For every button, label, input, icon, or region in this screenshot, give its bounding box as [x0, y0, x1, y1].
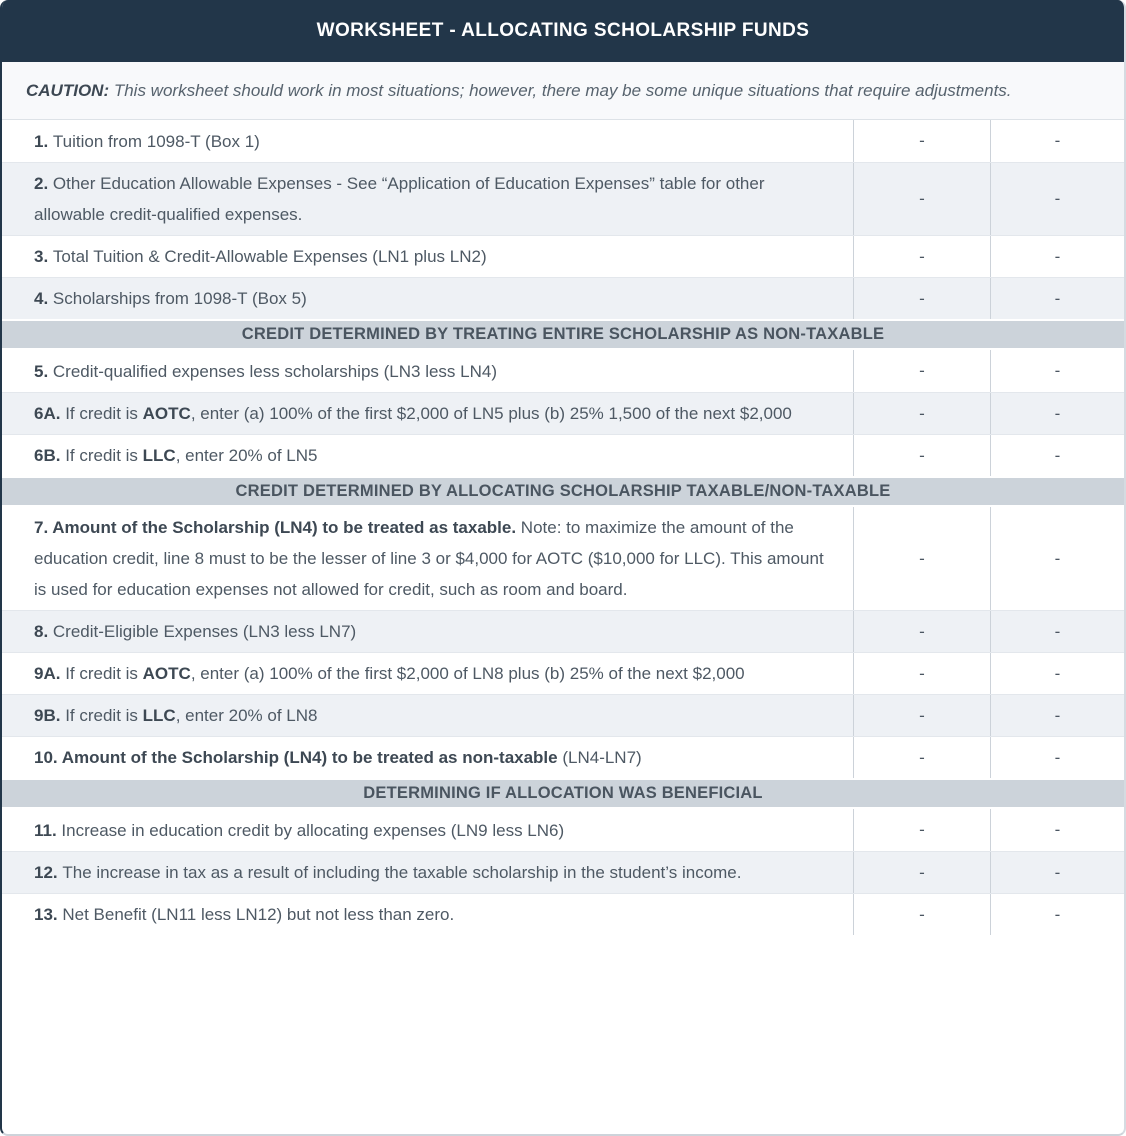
row-description [2, 435, 853, 476]
row-description [2, 894, 853, 935]
table-row [2, 652, 1124, 694]
worksheet-table [2, 120, 1124, 935]
table-row [2, 694, 1124, 736]
table-row [2, 736, 1124, 778]
row-number: 2. [34, 174, 53, 193]
row-description [2, 120, 853, 162]
value-cell-1: - [853, 163, 990, 235]
row-text-segment: , enter 20% of LN5 [175, 446, 318, 465]
row-number: 9A. [34, 664, 66, 683]
row-text-segment: AOTC [142, 664, 191, 683]
row-text-segment: LLC [142, 706, 176, 725]
row-number: 8. [34, 622, 53, 641]
value-cell-1: - [853, 894, 990, 935]
value-cell-2: - [990, 163, 1124, 235]
table-row [2, 350, 1124, 392]
value-cell-2: - [990, 737, 1124, 778]
row-number: 11. [34, 820, 62, 840]
table-row [2, 809, 1124, 851]
row-text-segment: Credit-qualified expenses less scholarships (LN3 less LN4) [52, 361, 497, 381]
table-row [2, 235, 1124, 277]
row-text-segment: Increase in education credit by allocating expenses (LN9 less LN6) [61, 820, 565, 840]
row-number: 5. [34, 361, 53, 381]
row-text-segment: If credit is [65, 404, 143, 423]
value-cell-2: - [990, 653, 1124, 694]
row-description [2, 737, 853, 778]
page-title: WORKSHEET - ALLOCATING SCHOLARSHIP FUNDS [316, 20, 810, 41]
table-row [2, 851, 1124, 893]
row-text-segment: (LN4-LN7) [557, 748, 642, 767]
value-cell-1: - [853, 278, 990, 319]
table-row [2, 610, 1124, 652]
row-text-segment: Other Education Allowable Expenses - See “Application of Education Expenses” table for other allowable credit-qualified expenses. [34, 174, 765, 224]
value-cell-2: - [990, 852, 1124, 893]
value-cell-2: - [990, 350, 1124, 392]
value-cell-2: - [990, 236, 1124, 277]
value-cell-2: - [990, 695, 1124, 736]
row-description [2, 695, 853, 736]
value-cell-1: - [853, 120, 990, 162]
row-text-segment: LLC [142, 446, 176, 465]
row-number: 6B. [34, 446, 66, 465]
table-row [2, 507, 1124, 610]
value-cell-1: - [853, 695, 990, 736]
value-cell-2: - [990, 611, 1124, 652]
section-header-label: CREDIT DETERMINED BY ALLOCATING SCHOLARSHIP TAXABLE/NON-TAXABLE [235, 482, 891, 500]
section-header-label: CREDIT DETERMINED BY TREATING ENTIRE SCHOLARSHIP AS NON-TAXABLE [241, 325, 885, 343]
row-text-segment: Tuition from 1098-T (Box 1) [52, 131, 260, 151]
row-number: 12. [34, 863, 63, 882]
row-number: 9B. [34, 706, 66, 725]
row-text-segment: Total Tuition & Credit-Allowable Expenses (LN1 plus LN2) [52, 247, 487, 266]
value-cell-1: - [853, 737, 990, 778]
value-cell-1: - [853, 236, 990, 277]
value-cell-1: - [853, 611, 990, 652]
value-cell-1: - [853, 809, 990, 851]
row-description [2, 163, 853, 235]
row-text-segment: Scholarships from 1098-T (Box 5) [52, 289, 307, 308]
value-cell-1: - [853, 350, 990, 392]
value-cell-2: - [990, 507, 1124, 610]
row-description [2, 653, 853, 694]
value-cell-1: - [853, 393, 990, 434]
row-description [2, 350, 853, 392]
row-text-segment: If credit is [65, 706, 143, 725]
value-cell-2: - [990, 393, 1124, 434]
row-text-segment: Amount of the Scholarship (LN4) to be treated as taxable. [52, 518, 517, 537]
value-cell-2: - [990, 894, 1124, 935]
row-text-segment: The increase in tax as a result of including the taxable scholarship in the student’s income. [62, 863, 742, 882]
row-number: 3. [34, 247, 53, 266]
row-number: 10. [34, 748, 62, 767]
row-number: 7. [34, 518, 53, 537]
value-cell-2: - [990, 120, 1124, 162]
section-header-row [2, 778, 1124, 809]
section-header-row [2, 319, 1124, 350]
row-description [2, 236, 853, 277]
value-cell-2: - [990, 278, 1124, 319]
row-number: 13. [34, 905, 63, 924]
table-row [2, 893, 1124, 935]
value-cell-1: - [853, 852, 990, 893]
caution-label: CAUTION: [26, 81, 110, 100]
section-header-row [2, 476, 1124, 507]
row-description [2, 393, 853, 434]
row-description [2, 852, 853, 893]
value-cell-1: - [853, 653, 990, 694]
row-text-segment: , enter (a) 100% of the first $2,000 of LN5 plus (b) 25% 1,500 of the next $2,000 [190, 404, 792, 423]
table-row [2, 434, 1124, 476]
row-number: 1. [34, 131, 53, 151]
row-number: 4. [34, 289, 53, 308]
value-cell-1: - [853, 507, 990, 610]
row-text-segment: If credit is [65, 664, 143, 683]
value-cell-2: - [990, 435, 1124, 476]
table-row [2, 120, 1124, 162]
row-text-segment: , enter 20% of LN8 [175, 706, 318, 725]
row-text-segment: Net Benefit (LN11 less LN12) but not less than zero. [62, 905, 455, 924]
value-cell-2: - [990, 809, 1124, 851]
caution-body: This worksheet should work in most situations; however, there may be some unique situations that require adjustments. [113, 81, 1012, 100]
section-header-label: DETERMINING IF ALLOCATION WAS BENEFICIAL [363, 784, 763, 802]
row-description [2, 278, 853, 319]
row-description [2, 507, 853, 610]
table-row [2, 277, 1124, 319]
table-row [2, 162, 1124, 235]
row-text-segment: AOTC [142, 404, 191, 423]
row-text-segment: Amount of the Scholarship (LN4) to be treated as non-taxable [61, 748, 558, 767]
row-description [2, 809, 853, 851]
worksheet-title-bar [2, 0, 1124, 62]
row-text-segment: Note: to maximize the amount of the education credit, line 8 must to be the lesser of line 3 or $4,000 for AOTC ($10,000 for LLC). This amount is used for education expenses not allowed for credit, such as room and board. [34, 518, 824, 599]
table-row [2, 392, 1124, 434]
row-number: 6A. [34, 404, 66, 423]
row-text-segment: Credit-Eligible Expenses (LN3 less LN7) [52, 622, 357, 641]
row-description [2, 611, 853, 652]
row-text-segment: If credit is [65, 446, 143, 465]
caution-note [2, 62, 1124, 120]
value-cell-1: - [853, 435, 990, 476]
row-text-segment: , enter (a) 100% of the first $2,000 of LN8 plus (b) 25% of the next $2,000 [190, 664, 745, 683]
